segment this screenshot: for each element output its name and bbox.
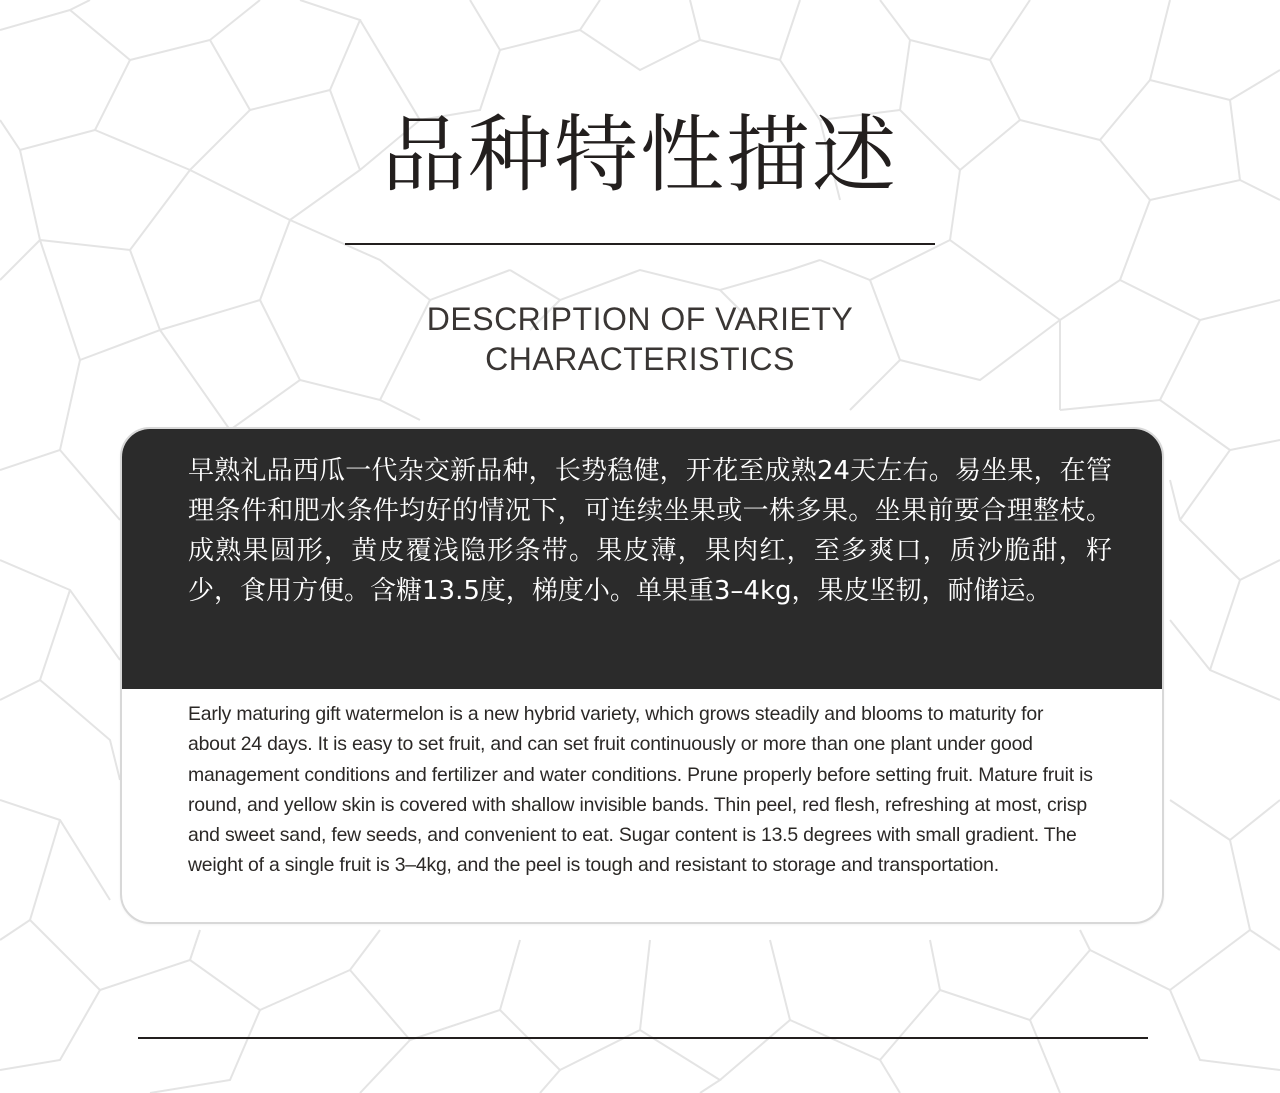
bottom-divider bbox=[138, 1037, 1148, 1039]
chinese-description-panel bbox=[122, 429, 1162, 689]
chinese-description: 早熟礼品西瓜一代杂交新品种，长势稳健，开花至成熟24天左右。易坐果，在管理条件和肥水条件均好的情况下，可连续坐果或一株多果。坐果前要合理整枝。成熟果圆形，黄皮覆浅隐形条带。果皮薄，果肉红，至多爽口，质沙脆甜，籽少，食用方便。含糖13.5度，梯度小。单果重3–4kg，果皮坚韧，耐储运。 bbox=[188, 456, 1112, 606]
description-card bbox=[120, 427, 1164, 924]
english-description: Early maturing gift watermelon is a new hybrid variety, which grows steadily and blooms to maturity for about 24 days. It is easy to set fruit, and can set fruit continuously or more than one plant under good management conditions and fertilizer and water conditions. Prune properly before setting fruit. Mature fruit is round, and yellow skin is covered with shallow invisible bands. Thin peel, red flesh, refreshing at most, crisp and sweet sand, few seeds, and convenient to eat. Sugar content is 13.5 degrees with small gradient. The weight of a single fruit is 3–4kg, and the peel is tough and resistant to storage and transportation. bbox=[188, 703, 1093, 877]
title-divider bbox=[345, 243, 935, 245]
subtitle-line-2: CHARACTERISTICS bbox=[485, 341, 795, 377]
subtitle-line-1: DESCRIPTION OF VARIETY bbox=[426, 301, 854, 337]
page-title: 品种特性描述 bbox=[381, 106, 898, 204]
subtitle bbox=[0, 299, 1280, 379]
